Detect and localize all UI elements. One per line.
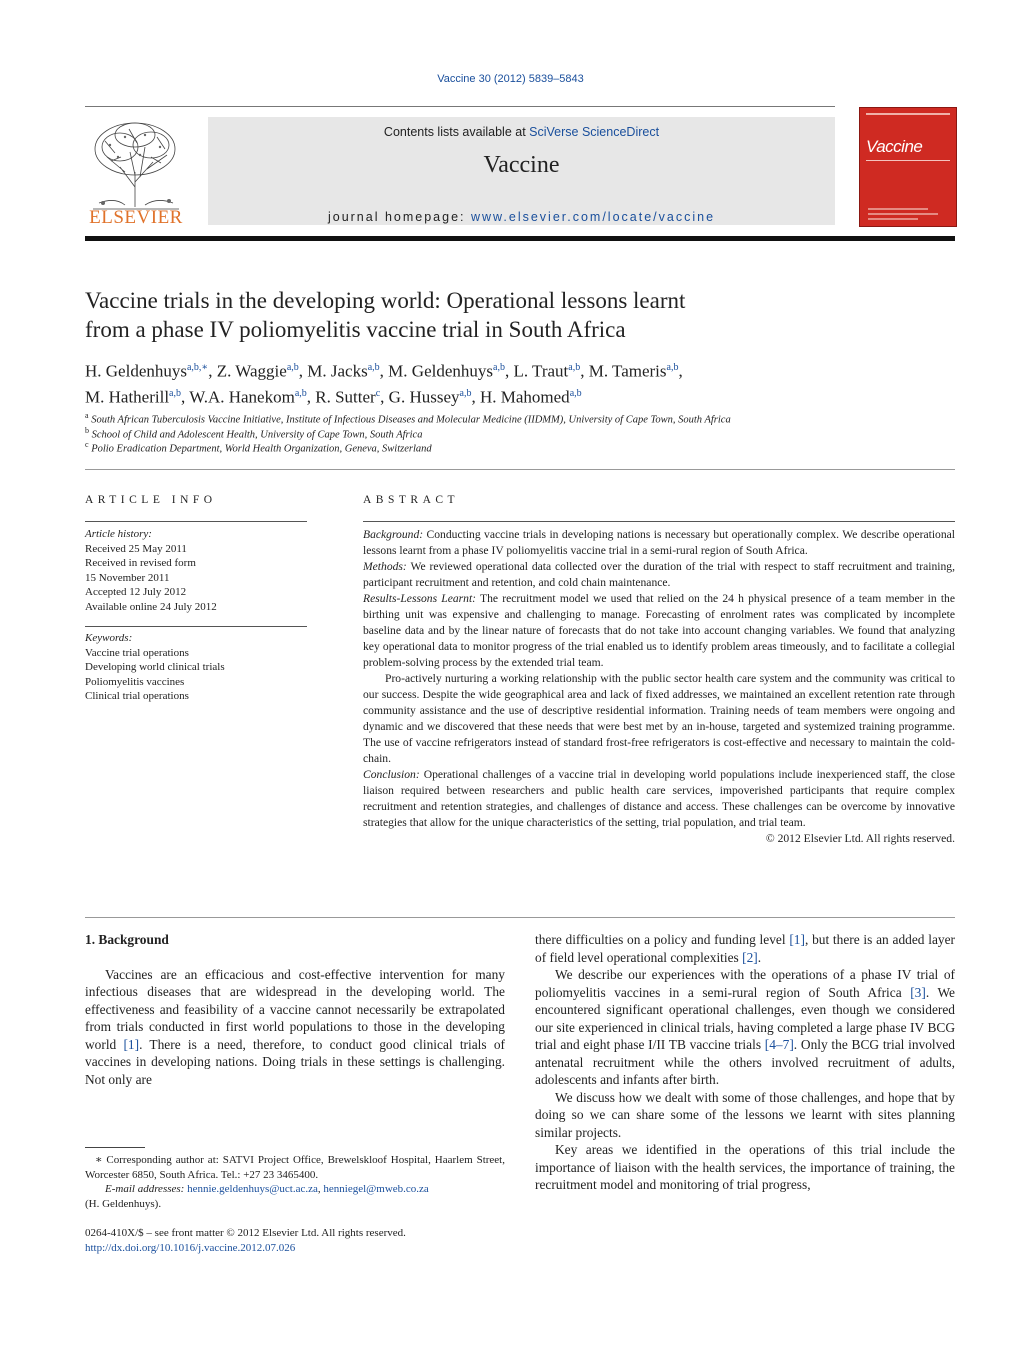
affiliation-marker: b [85,426,89,435]
author-separator: , [678,361,683,381]
homepage-prefix: journal homepage: [327,210,471,224]
section-heading: 1. Background [85,932,169,947]
elsevier-logo [85,117,187,229]
author-affiliation-marker[interactable]: a,b,∗ [186,362,209,373]
author-name[interactable]: W.A. Hanekom [189,387,295,407]
body-text: there difficulties on a policy and funding level [535,932,790,947]
journal-title: Vaccine [483,152,560,178]
keyword-item: Poliomyelitis vaccines [85,675,185,688]
keyword-item: Vaccine trial operations [85,646,189,659]
abstract-label: Conclusion: [363,768,420,781]
body-text: , but there is an added layer of field level operational complexities [535,932,955,965]
affiliation-c [85,440,955,455]
journal-header-box [208,117,835,225]
footnote-rule [85,1147,145,1148]
author-name[interactable]: M. Geldenhuys [388,361,493,381]
keyword-item: Developing world clinical trials [85,661,225,673]
abstract-label: Results-Lessons Learnt: [363,592,477,605]
contents-line [208,125,835,139]
reference-link[interactable]: [2] [742,949,758,965]
affiliation-marker: c [85,440,89,449]
journal-citation[interactable]: Vaccine 30 (2012) 5839–5843 [437,73,584,85]
body-paragraph [535,966,955,1089]
author-affiliation-marker[interactable]: a,b [666,362,679,373]
abstract-bottom-rule [85,917,955,918]
abstract-text: We reviewed operational data collected over the duration of the trial with respect to staff recruitment and training, participant recruitment and retention, and cold chain maintenance. [363,560,955,589]
issn-line: 0264-410X/$ – see front matter © 2012 Elsevier Ltd. All rights reserved. [85,1227,406,1239]
cover-text-line [868,213,938,215]
article-history [85,527,307,614]
history-item: 15 November 2011 [85,571,170,584]
author-line-1 [85,357,955,383]
abstract-results-p2: Pro-actively nurturing a working relationship with the public sector health care system and the community was critical to our success. Despite the wide geographical area and lack of fixed addresses, we maintained an excellent retention rate through community assistance and the use of descriptive residential information. Training needs of team members were ongoing and dynamic and we discovered that these needs that were best met by an in-house, targeted and systemized training programme. The use of vaccine refrigerators instead of standard frost-free refrigerators is cost-effective and necessary to maintain the cold-chain. [363,672,955,765]
copyright-notice: © 2012 Elsevier Ltd. All rights reserved. [765,832,955,845]
reference-link[interactable]: [1] [123,1036,140,1052]
email-link-1[interactable]: hennie.geldenhuys@uct.ac.za [187,1183,318,1195]
body-right-column [535,931,955,1194]
publisher-name: ELSEVIER [89,207,183,228]
keywords-label: Keywords: [85,632,133,644]
author-affiliation-marker[interactable]: a,b [459,387,472,399]
article-title [85,286,845,344]
author-separator: , [380,387,389,407]
email-line [85,1182,505,1197]
homepage-link[interactable]: www.elsevier.com/locate/vaccine [471,210,716,224]
body-paragraph [535,931,955,966]
author-name[interactable]: G. Hussey [388,387,460,407]
abstract-conclusion [363,767,955,831]
body-paragraph: We discuss how we dealt with some of those challenges, and hope that by doing so we can share some of the lessons we learnt with sites planning similar projects. [535,1089,955,1140]
author-affiliation-marker[interactable]: a,b [286,362,299,373]
body-paragraph: Key areas we identified in the operations of this trial include the importance of liaison with the health services, the importance of training, the recruitment model and monitoring of trial progress, [535,1142,955,1192]
cover-rule-2 [866,160,950,161]
affiliation-text: Polio Eradication Department, World Health Organization, Geneva, Switzerland [91,443,432,455]
cover-rule [866,113,950,115]
history-item: Received 25 May 2011 [85,542,187,555]
author-name[interactable]: H. Mahomed [479,387,570,407]
history-item: Accepted 12 July 2012 [85,586,187,598]
reference-link[interactable]: [1] [789,932,805,947]
article-title-line1: Vaccine trials in the developing world: Operational lessons learnt [85,288,686,313]
doi-link[interactable]: http://dx.doi.org/10.1016/j.vaccine.2012.07.026 [85,1241,296,1254]
affiliation-text: South African Tuberculosis Vaccine Initiative, Institute of Infectious Diseases and Molecular Medicine (IIDMM), University of Cape Town, South Africa [91,414,731,426]
sciencedirect-link[interactable]: SciVerse ScienceDirect [529,125,660,139]
author-name[interactable]: H. Geldenhuys [85,361,187,381]
abstract-body [363,527,955,847]
author-affiliation-marker[interactable]: a,b [569,387,582,399]
cover-title: Vaccine [866,137,923,156]
author-affiliation-marker[interactable]: c [375,387,381,399]
author-separator: , [379,361,389,381]
author-name[interactable]: R. Sutter [315,387,376,407]
keywords-rule [85,626,307,627]
author-list [85,357,955,408]
affiliation-b [85,426,955,441]
article-info-rule [85,521,307,522]
email-separator: , [317,1183,324,1195]
author-affiliation-marker[interactable]: a,b [367,362,380,373]
keyword-item: Clinical trial operations [85,690,189,702]
reference-link[interactable]: [3] [910,984,926,1000]
front-matter [85,1226,585,1255]
author-affiliation-marker[interactable]: a,b [568,362,581,373]
author-affiliation-marker[interactable]: a,b [294,387,307,399]
article-info-heading: ARTICLE INFO [85,494,217,506]
affiliation-text: School of Child and Adolescent Health, University of Cape Town, South Africa [91,429,423,441]
abstract-label: Background: [363,528,424,541]
abstract-rule [363,521,955,522]
body-text: . There is a need, therefore, to conduct good clinical trials of vaccines in developing nations. Doing trials in these settings is challenging. Not only are [85,1036,505,1087]
author-separator: , [580,361,589,381]
author-separator: , [208,361,217,381]
body-paragraph [85,966,505,1089]
corresponding-author-note [85,1153,505,1211]
email-label: E-mail addresses: [105,1183,185,1195]
body-text: . [757,949,762,965]
cover-text-line [868,218,918,220]
journal-cover[interactable] [859,107,957,227]
keywords [85,631,307,704]
body-text: We describe our experiences with the operations of a phase IV trial of poliomyelitis vaccines in a semi-rural region of South Africa [535,967,955,1000]
body-text: Vaccines are an efficacious and cost-effective intervention for many infectious diseases that are widespread in the developing world. The effectiveness and feasibility of a vaccine cannot necessarily be extrapolated from trials conducted in first world populations to those in the developing world [85,966,505,1052]
header-bottom-rule [85,236,955,241]
email-owner: (H. Geldenhuys). [85,1197,162,1210]
header-top-rule [85,106,835,107]
abstract-text: Conducting vaccine trials in developing nations is necessary but operationally complex. We describe operational lessons learnt from a phase IV poliomyelitis vaccine trial in a semi-rural region of South Africa. [363,528,955,557]
author-name[interactable]: M. Tameris [588,361,667,381]
abstract-heading: ABSTRACT [363,494,460,506]
cover-text-line [868,208,928,210]
affiliation-marker: a [85,411,89,420]
author-separator: , [471,387,480,407]
abstract-methods [363,559,955,591]
article-title-line2: from a phase IV poliomyelitis vaccine trial in South Africa [85,317,626,342]
affiliation-a [85,411,955,426]
contents-prefix: Contents lists available at [383,125,530,139]
author-separator: , [298,361,308,381]
homepage-line [208,210,835,224]
affiliation-rule [85,469,955,470]
history-item: Available online 24 July 2012 [85,600,217,613]
abstract-results [363,591,955,671]
author-line-2 [85,383,955,409]
author-name[interactable]: M. Hatherill [85,387,170,407]
history-label: Article history: [85,528,152,540]
body-text: . Only the BCG trial involved antenatal recruitment while the others involved recruitment of adults, adolescents and infants after birth. [535,1037,955,1087]
reference-link[interactable]: [4–7] [764,1037,794,1052]
abstract-background [363,527,955,559]
author-name[interactable]: M. Jacks [307,361,368,381]
author-separator: , [306,387,316,407]
email-link-2[interactable]: henniegel@mweb.co.za [323,1183,429,1195]
author-separator: , [181,387,190,407]
author-affiliation-marker[interactable]: a,b [493,362,505,373]
abstract-text: Operational challenges of a vaccine trial in developing world populations include inexperienced staff, the close liaison required between researchers and public health care services, impoverished participants that require complex recruitment and retention strategies, and challenges of distance and access. These challenges can be overcome by innovative strategies that allow for the unique characteristics of the setting, trial population, and trial team. [363,768,955,829]
body-left-column [85,931,505,1088]
author-name[interactable]: L. Traut [513,361,569,381]
author-affiliation-marker[interactable]: a,b [169,387,181,399]
body-text: . We encountered significant operational challenges, even though we considered our site experienced in clinical trials, having completed a large phase IV BCG trial and eight phase I/II TB vaccine trials [535,984,955,1052]
abstract-text: The recruitment model we used that relied on the 24 h physical presence of a team member in the birthing unit was expensive and challenging to manage. Forecasting of enrolment rates was complicated by incomplete baseline data and by the linear nature of forecasts that do not take into account changing variables. We found that analyzing key operational data to monitor progress of the trial enabled us to identify problem areas timeously, and to facilitate a collegial problem-solving process by the extended trial team. [363,592,955,669]
abstract-label: Methods: [363,560,407,573]
history-item: Received in revised form [85,557,196,569]
corresponding-author-text: ∗ Corresponding author at: SATVI Project Office, Brewelskloof Hospital, Haarlem Street, Worcester 6850, South Africa. Tel.: +27 23 3465400. [85,1154,505,1181]
author-separator: , [504,361,514,381]
author-name[interactable]: Z. Waggie [216,361,287,381]
